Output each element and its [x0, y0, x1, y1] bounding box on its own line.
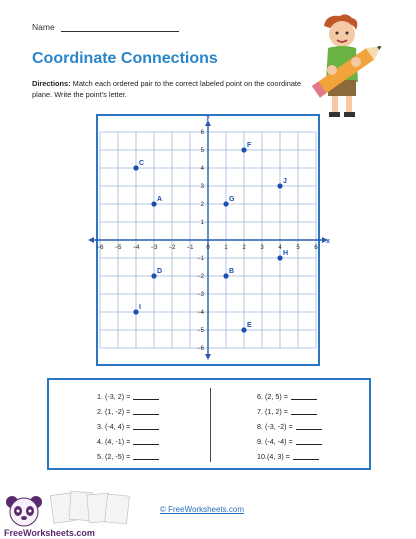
answer-blank[interactable] [296, 444, 322, 445]
y-tick-label: 2 [200, 202, 204, 208]
point-i [133, 309, 138, 314]
point-g [223, 201, 228, 206]
y-tick-label: 3 [200, 184, 204, 190]
name-field [32, 22, 179, 32]
x-tick-label: 1 [224, 245, 228, 251]
name-label: Name [32, 22, 55, 32]
y-tick-label: 5 [200, 148, 204, 154]
y-tick-label: −3 [197, 292, 204, 298]
question-right-2 [257, 407, 317, 416]
freeworksheets-logo [0, 486, 150, 539]
answer-blank[interactable] [293, 459, 319, 460]
point-label-i: I [139, 304, 141, 311]
question-right-1 [257, 392, 317, 401]
point-label-c: C [139, 160, 145, 167]
answer-divider [210, 388, 211, 462]
point-d [151, 273, 156, 278]
y-tick-label: −1 [197, 256, 204, 262]
coordinate-plane-frame [96, 114, 330, 366]
point-a [151, 201, 156, 206]
x-axis-arrow-left [88, 237, 94, 243]
answer-blank[interactable] [296, 429, 322, 430]
answer-blank[interactable] [133, 399, 159, 400]
point-label-g: G [229, 196, 235, 203]
y-tick-label: 4 [200, 166, 204, 172]
point-label-b: B [229, 268, 235, 275]
x-tick-label: 3 [260, 245, 264, 251]
answer-blank[interactable] [133, 444, 159, 445]
name-line[interactable] [61, 31, 179, 32]
point-e [241, 327, 246, 332]
point-label-e: E [247, 322, 252, 329]
question-text: 6. (2, 5) = [257, 392, 288, 401]
y-tick-label: −2 [197, 274, 204, 280]
y-tick-label: −5 [197, 328, 204, 334]
point-label-h: H [283, 250, 289, 257]
x-tick-label: −1 [186, 245, 194, 251]
question-right-4 [257, 437, 322, 446]
y-tick-label: −4 [197, 310, 204, 316]
coordinate-plane [96, 114, 330, 364]
question-right-3 [257, 422, 322, 431]
question-text: 1. (-3, 2) = [97, 392, 131, 401]
question-text: 3. (-4, 4) = [97, 422, 131, 431]
x-tick-label: −4 [132, 245, 140, 251]
y-tick-label: −6 [197, 346, 204, 352]
point-j [277, 183, 282, 188]
point-h [277, 255, 282, 260]
question-text: 4. (4, -1) = [97, 437, 131, 446]
page-title: Coordinate Connections [32, 50, 218, 67]
x-tick-label: 2 [242, 245, 246, 251]
question-left-3 [97, 422, 159, 431]
question-left-1 [97, 392, 159, 401]
answer-blank[interactable] [133, 459, 159, 460]
logo-text: FreeWorksheets.com [4, 528, 95, 538]
footer-link[interactable]: © FreeWorksheets.com [160, 505, 244, 514]
y-tick-label: 6 [200, 130, 204, 136]
point-c [133, 165, 138, 170]
x-tick-label: 6 [314, 245, 318, 251]
question-text: 8. (-3, -2) = [257, 422, 293, 431]
point-b [223, 273, 228, 278]
y-tick-label: 1 [200, 220, 204, 226]
x-tick-label: −6 [96, 245, 104, 251]
point-label-j: J [283, 178, 287, 185]
x-tick-label: −3 [150, 245, 158, 251]
answer-blank[interactable] [291, 399, 317, 400]
question-left-4 [97, 437, 159, 446]
y-axis-arrow-down [205, 354, 211, 360]
point-label-a: A [157, 196, 163, 203]
question-left-5 [97, 452, 159, 461]
x-tick-label: 0 [206, 245, 210, 251]
x-tick-label: −2 [168, 245, 176, 251]
point-f [241, 147, 246, 152]
y-axis-label: y [206, 114, 210, 121]
question-text: 10.(4, 3) = [257, 452, 290, 461]
question-text: 9. (-4, -4) = [257, 437, 293, 446]
x-tick-label: 4 [278, 245, 282, 251]
question-text: 2. (1, -2) = [97, 407, 131, 416]
question-text: 7. (1, 2) = [257, 407, 288, 416]
directions [32, 78, 322, 100]
answer-blank[interactable] [133, 414, 159, 415]
x-axis-label: x [326, 238, 330, 245]
kid-with-pencil-illustration [296, 12, 396, 124]
answer-box [47, 378, 371, 470]
answer-blank[interactable] [133, 429, 159, 430]
question-right-5 [257, 452, 319, 461]
x-tick-label: 5 [296, 245, 300, 251]
answer-blank[interactable] [291, 414, 317, 415]
point-label-d: D [157, 268, 163, 275]
directions-label: Directions: [32, 79, 71, 88]
directions-text: Match each ordered pair to the correct labeled point on the coordinate plane. Write the point's letter. [32, 79, 302, 99]
question-text: 5. (2, -5) = [97, 452, 131, 461]
question-left-2 [97, 407, 159, 416]
x-tick-label: −5 [114, 245, 122, 251]
point-label-f: F [247, 142, 252, 149]
